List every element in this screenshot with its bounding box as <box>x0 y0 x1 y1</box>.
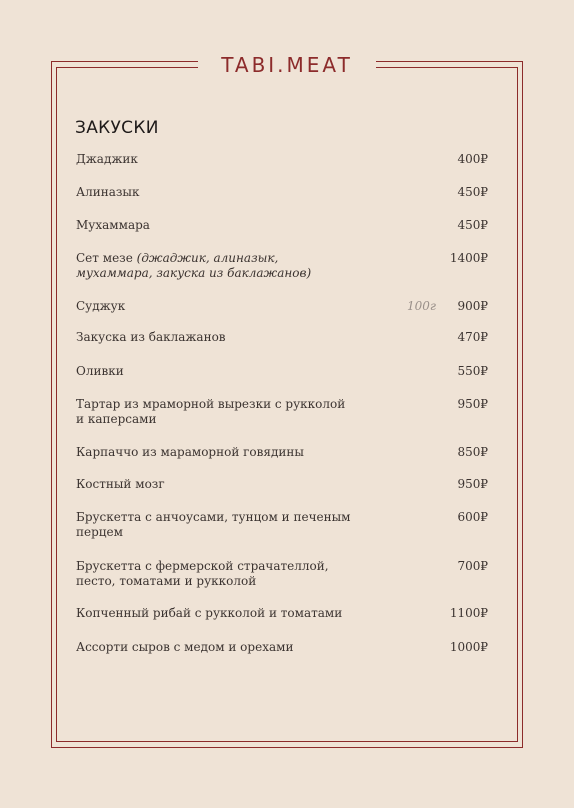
menu-item <box>76 185 488 200</box>
menu-item-name: Оливки <box>76 364 124 378</box>
menu-item <box>76 559 488 589</box>
menu-item-price: 950₽ <box>457 397 488 411</box>
section-title: ЗАКУСКИ <box>75 118 159 138</box>
menu-item <box>76 251 488 281</box>
menu-item-name: Сет мезе (джаджик, алиназык, мухаммара, закуска из баклажанов) <box>76 251 312 280</box>
menu-item <box>76 606 488 621</box>
menu-item-price: 450₽ <box>457 218 488 232</box>
menu-item-note: (джаджик, алиназык, мухаммара, закуска из баклажанов) <box>76 251 312 280</box>
menu-item-name: Тартар из мраморной вырезки с рукколой и каперсами <box>76 397 346 426</box>
menu-item-price: 550₽ <box>457 364 488 378</box>
menu-item <box>76 445 488 460</box>
menu-item-name: Ассорти сыров с медом и орехами <box>76 640 294 654</box>
menu-item <box>76 364 488 379</box>
menu-item-name: Карпаччо из мараморной говядины <box>76 445 304 459</box>
menu-item <box>76 397 488 427</box>
menu-item-price: 600₽ <box>457 510 488 524</box>
menu-item-price: 400₽ <box>457 152 488 166</box>
menu-item-name: Суджук <box>76 299 126 313</box>
menu-item-price: 1100₽ <box>449 606 488 620</box>
menu-item-name: Алиназык <box>76 185 140 199</box>
menu-item-name: Костный мозг <box>76 477 165 491</box>
menu-item-name: Брускетта с фермерской страчателлой, песто, томатами и рукколой <box>76 559 329 588</box>
menu-item-name: Мухаммара <box>76 218 150 232</box>
menu-item-name: Копченный рибай с рукколой и томатами <box>76 606 343 620</box>
brand-logo: TABI.MEAT <box>198 52 376 78</box>
menu-item-price: 950₽ <box>457 477 488 491</box>
menu-item-price: 700₽ <box>457 559 488 573</box>
menu-item <box>76 330 488 345</box>
menu-item-price: 450₽ <box>457 185 488 199</box>
menu-item <box>76 218 488 233</box>
menu-item <box>76 299 488 314</box>
menu-item-name: Брускетта с анчоусами, тунцом и печеным перцем <box>76 510 351 539</box>
menu-item <box>76 640 488 655</box>
menu-item <box>76 510 488 540</box>
menu-item-price: 850₽ <box>457 445 488 459</box>
menu-item-price: 470₽ <box>457 330 488 344</box>
menu-item-price: 900₽ <box>457 299 488 313</box>
menu-item-name: Закуска из баклажанов <box>76 330 226 344</box>
menu-item-price: 1000₽ <box>449 640 488 654</box>
menu-item <box>76 152 488 167</box>
menu-item-price: 1400₽ <box>449 251 488 265</box>
menu-item <box>76 477 488 492</box>
menu-item-weight: 100г <box>407 299 436 313</box>
menu-item-name: Джаджик <box>76 152 138 166</box>
